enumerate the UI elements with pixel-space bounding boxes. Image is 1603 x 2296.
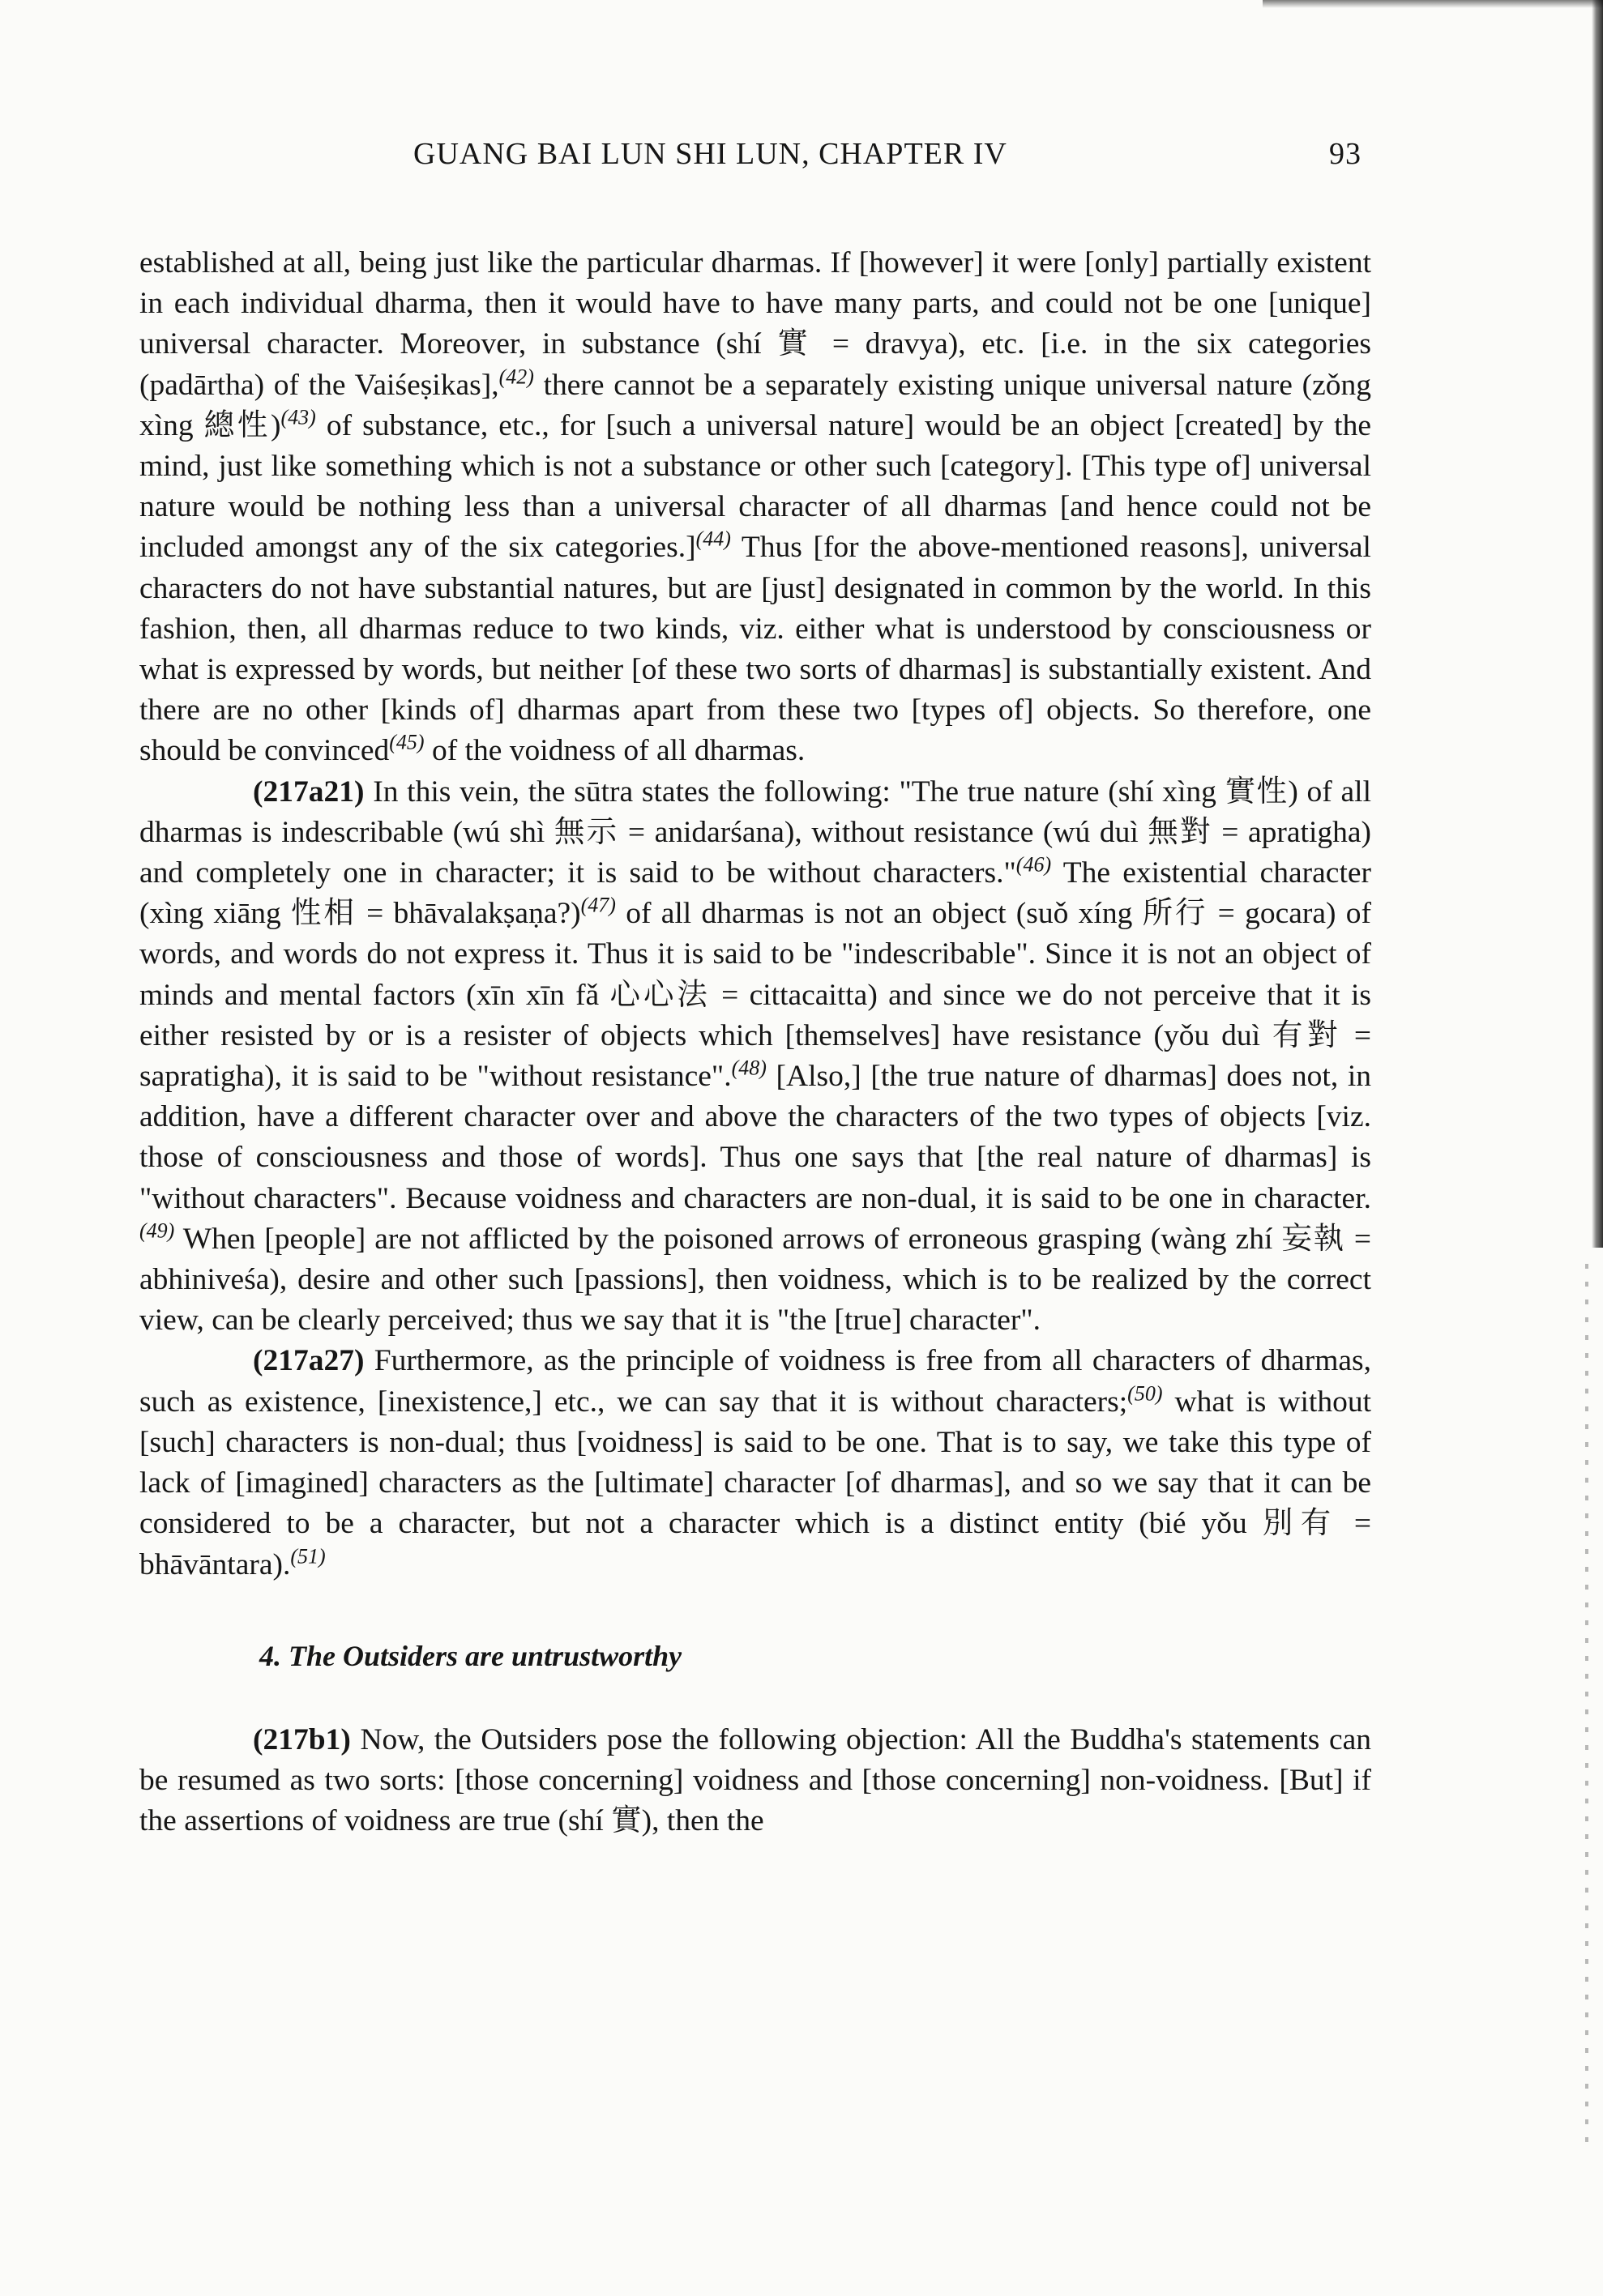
text-run: [Also,] [the true nature of dharmas] does not, in addition, have a different character over and above the characters of the two types of objects [viz. those of consciousness and those of words]. Thus one says that [the real nature of dharmas] is "without characters". Because voidness and characters are non-dual, it is said to be one in character. <box>139 1060 1371 1215</box>
paragraph-4 <box>139 1720 1371 1842</box>
page-number: 93 <box>1329 137 1361 171</box>
section-marker: (217b1) <box>253 1722 351 1756</box>
text-run: there cannot be a separately existing unique universal nature (zǒng xìng 總性) <box>139 368 1371 442</box>
footnote-ref: (46) <box>1015 852 1052 877</box>
footnote-ref: (42) <box>498 365 534 389</box>
footnote-ref: (45) <box>389 730 425 754</box>
footnote-ref: (47) <box>580 893 616 917</box>
paragraph-2 <box>139 772 1371 1342</box>
scan-shadow-right <box>1592 0 1603 1248</box>
scan-speckle-right <box>1585 1264 1588 2155</box>
text-run: of substance, etc., for [such a universal nature] would be an object [created] by the mind, just like something which is not a substance or other such [category]. [This type of] universal nature would be nothing less than a universal character of all dharmas [and hence could not be included amongst any of the six categories.] <box>139 408 1371 565</box>
footnote-ref: (44) <box>695 527 731 551</box>
running-title: GUANG BAI LUN SHI LUN, CHAPTER IV <box>413 137 1007 171</box>
section-marker: (217a27) <box>253 1344 365 1378</box>
footnote-ref: (50) <box>1127 1381 1163 1406</box>
text-run: Furthermore, as the principle of voidness is free from all characters of dharmas, such as existence, [inexistence,] etc., we can say that it is without characters; <box>139 1344 1371 1419</box>
text-run: established at all, being just like the particular dharmas. If [however] it were [only] partially existent in each individual dharma, then it would have to have many parts, and could not be one [unique] universal character. Moreover, in substance (shí 實 = dravya), etc. [i.e. in the six categories (padārtha) of the Vaiśeṣikas], <box>139 246 1371 402</box>
body-text <box>139 243 1371 1842</box>
paragraph-1 <box>139 243 1371 772</box>
text-run: When [people] are not afflicted by the poisoned arrows of erroneous grasping (wàng zhí 妄執 = abhiniveśa), desire and other such [passions], then voidness, which is to be realized by the correct view, can be clearly perceived; thus we say that it is "the [true] character". <box>139 1222 1371 1338</box>
text-run: Thus [for the above-mentioned reasons], universal characters do not have substantial natures, but are [just] designated in common by the world. In this fashion, then, all dharmas reduce to two kinds, viz. either what is understood by consciousness or what is expressed by words, but neither [of these two sorts of dharmas] is substantially existent. And there are no other [kinds of] dharmas apart from these two [types of] objects. So therefore, one should be convinced <box>139 531 1371 768</box>
footnote-ref: (49) <box>139 1218 175 1243</box>
text-run: of the voidness of all dharmas. <box>424 734 806 768</box>
text-run: of all dharmas is not an object (suǒ xíng 所行 = gocara) of words, and words do not express it. Thus it is said to be "indescribable". Since it is not an object of minds and mental factors (xīn xīn fǎ 心心法 = cittacaitta) and since we do not perceive that it is either resisted by or is a resister of objects which [themselves] have resistance (yǒu duì 有對 = sapratigha), it is said to be "without resistance". <box>139 897 1371 1094</box>
paragraph-3 <box>139 1341 1371 1585</box>
text-run: In this vein, the sūtra states the following: "The true nature (shí xìng 實性) of all dharmas is indescribable (wú shì 無示 = anidarśana), without resistance (wú duì 無對 = apratigha) and completely one in character; it is said to be without characters." <box>139 775 1371 890</box>
scan-shadow-top <box>1263 0 1603 8</box>
footnote-ref: (51) <box>290 1544 326 1568</box>
section-heading: 4. The Outsiders are untrustworthy <box>259 1639 682 1672</box>
footnote-ref: (48) <box>731 1056 767 1080</box>
text-run: Now, the Outsiders pose the following objection: All the Buddha's statements can be resumed as two sorts: [those concerning] voidness and [those concerning] non-voidness. [But] if the assertions of voidness are true (shí 實), then the <box>139 1722 1371 1838</box>
footnote-ref: (43) <box>280 405 316 429</box>
text-run: The existential character (xìng xiāng 性相 = bhāvalakṣaṇa?) <box>139 856 1372 931</box>
text-run: what is without [such] characters is non-dual; thus [voidness] is said to be one. That is to say, we take this type of lack of [imagined] characters as the [ultimate] character [of dharmas], and so we say that it can be considered to be a character, but not a character which is a distinct entity (bié yǒu 別有 = bhāvāntara). <box>139 1385 1371 1581</box>
section-marker: (217a21) <box>253 775 365 809</box>
